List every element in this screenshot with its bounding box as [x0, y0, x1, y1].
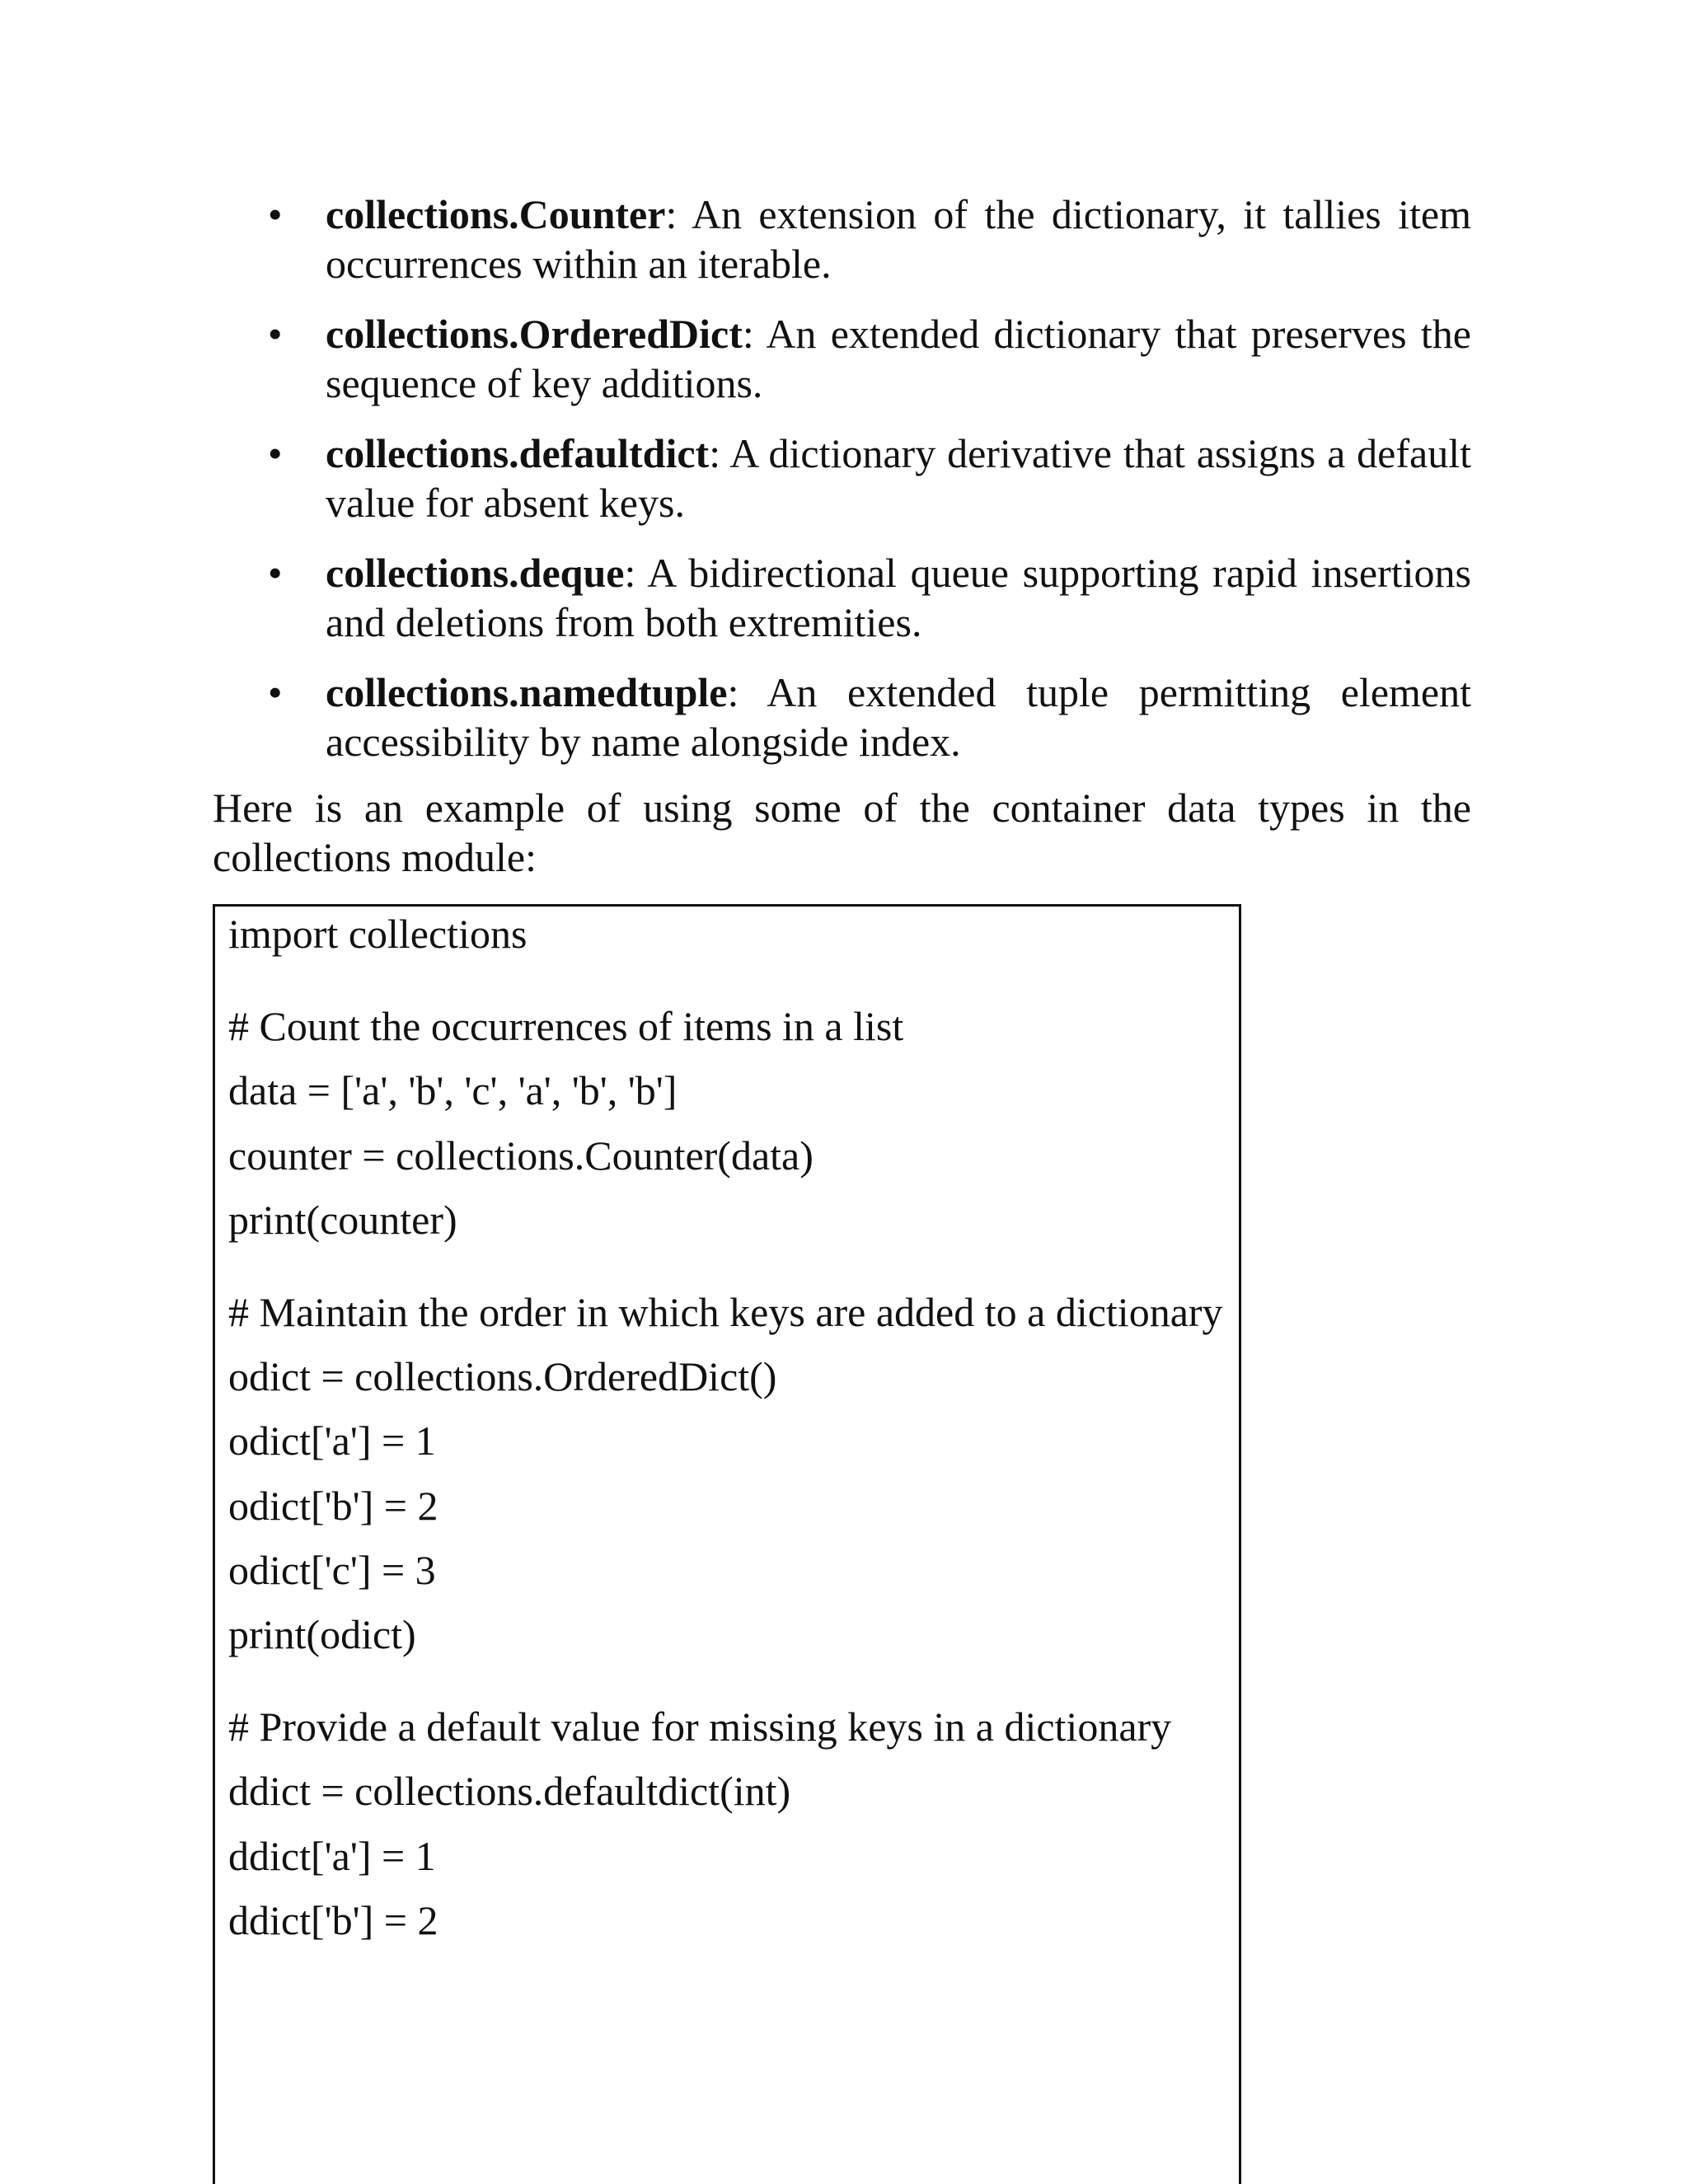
code-line: odict = collections.OrderedDict()	[228, 1353, 777, 1399]
bullet-icon: •	[268, 430, 283, 476]
list-item	[268, 190, 1471, 288]
code-line: ddict['b'] = 2	[228, 1897, 438, 1943]
code-line: odict['c'] = 3	[228, 1547, 436, 1593]
code-comment: # Maintain the order in which keys are added to a dictionary	[228, 1289, 1223, 1335]
term-deque: collections.deque	[326, 550, 625, 596]
list-item	[268, 668, 1471, 766]
code-line: odict['a'] = 1	[228, 1418, 436, 1464]
code-comment: # Provide a default value for missing keys in a dictionary	[228, 1704, 1172, 1750]
code-line: ddict['a'] = 1	[228, 1833, 436, 1879]
term-ordereddict: collections.OrderedDict	[326, 311, 743, 357]
term-description: : An extended tuple permitting element accessibility by name alongside index.	[326, 669, 1471, 765]
code-line: counter = collections.Counter(data)	[228, 1132, 814, 1179]
list-item	[268, 309, 1471, 408]
term-description: : An extension of the dictionary, it tallies item occurrences within an iterable.	[326, 191, 1471, 287]
code-block	[213, 904, 1241, 2184]
code-comment: # Count the occurrences of items in a list	[228, 1003, 904, 1049]
bullet-icon: •	[268, 669, 283, 715]
bullet-icon: •	[268, 311, 283, 357]
code-line: ddict = collections.defaultdict(int)	[228, 1768, 791, 1814]
list-item	[268, 429, 1471, 527]
intro-paragraph: Here is an example of using some of the container data types in the collections module:	[213, 785, 1471, 880]
term-namedtuple: collections.namedtuple	[326, 669, 728, 715]
list-item	[268, 548, 1471, 647]
term-description: : A dictionary derivative that assigns a default value for absent keys.	[326, 430, 1471, 526]
term-defaultdict: collections.defaultdict	[326, 430, 710, 476]
code-line: odict['b'] = 2	[228, 1483, 438, 1529]
bullet-icon: •	[268, 550, 283, 596]
term-counter: collections.Counter	[326, 191, 666, 237]
collections-type-list	[268, 190, 1471, 787]
code-line: print(counter)	[228, 1197, 457, 1243]
term-description: : An extended dictionary that preserves the sequence of key additions.	[326, 311, 1471, 406]
code-line: data = ['a', 'b', 'c', 'a', 'b', 'b']	[228, 1067, 678, 1113]
code-line: print(odict)	[228, 1611, 416, 1657]
bullet-icon: •	[268, 191, 283, 237]
term-description: : A bidirectional queue supporting rapid insertions and deletions from both extremities.	[326, 550, 1471, 645]
code-line: import collections	[228, 911, 528, 957]
